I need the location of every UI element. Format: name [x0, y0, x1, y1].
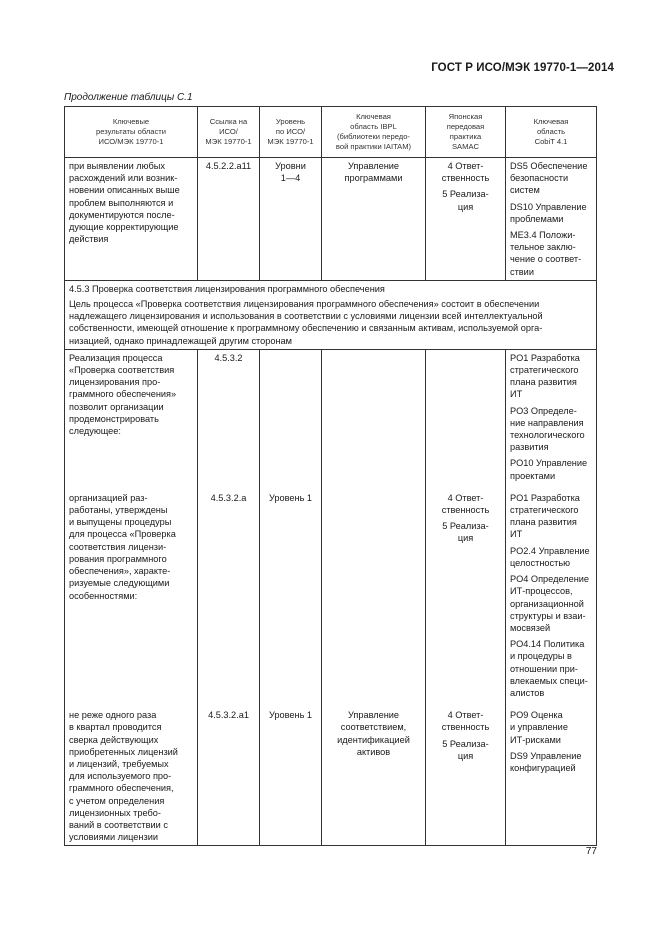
column-header-ibpl: Ключевая область IBPL (библиотеки передо- вой практики IAITAM) — [322, 107, 426, 158]
samac-item: 5 Реализа- ция — [442, 189, 489, 212]
table-row — [65, 484, 597, 701]
cell-ibpl — [322, 349, 426, 484]
column-header-level: Уровень по ИСО/ МЭК 19770-1 — [260, 107, 322, 158]
cell-level — [260, 484, 322, 701]
cell-result — [65, 701, 198, 846]
cobit-item: PO10 Управление проектами — [510, 458, 588, 481]
samac-item: 4 Ответ- ственность — [441, 492, 490, 516]
cell-samac — [426, 484, 506, 701]
comparison-table — [64, 106, 597, 846]
cell-result: при выявлении любых расхождений или возник- новении описанных выше проблем выполняются и документируются после- дующие корректирующие действия — [65, 158, 198, 281]
cell-result — [65, 484, 198, 701]
column-header-samac: Японская передовая практика SAMAC — [426, 107, 506, 158]
cell-level — [260, 349, 322, 484]
samac-item: 5 Реализа- ция — [442, 738, 489, 761]
cell-ibpl — [322, 701, 426, 846]
cobit-item: PO1 Разработка стратегического плана развития ИТ — [510, 352, 580, 400]
cell-result: Реализация процесса «Проверка соответствия лицензирования про- граммного обеспечения» позволит организации продемонстрировать следующее: — [65, 349, 198, 484]
cobit-item: PO1 Разработка стратегического плана развития ИТ — [510, 492, 580, 540]
cobit-item: ME3.4 Положи- тельное заклю- чение о соответ- ствии — [510, 230, 582, 277]
cobit-item: PO3 Определе- ние направления технологического развития — [510, 405, 585, 453]
section-row — [65, 280, 597, 349]
cobit-item: PO2.4 Управление целостностью — [510, 545, 590, 568]
cobit-item: DS5 Обеспечение безопасности систем — [510, 161, 588, 196]
cobit-item: DS9 Управление конфигурацией — [510, 750, 582, 773]
cell-reference — [198, 484, 260, 701]
samac-item: 5 Реализа- ция — [442, 521, 489, 544]
section-description: Цель процесса «Проверка соответствия лицензирования программного обеспечения» состоит в обеспечении надлежащего лицензирования и использования в соответствии с условиями лицензии всей интеллектуальной собственности, имеющей отношение к программному обеспечению и связанным активам, используемой орга- низацией, однако принадлежащей другим сторонам — [69, 299, 543, 346]
column-header-reference: Ссылка на ИСО/ МЭК 19770-1 — [198, 107, 260, 158]
reference-text: 4.5.3.2.a — [210, 492, 247, 503]
cell-samac — [426, 349, 506, 484]
section-title: 4.5.3 Проверка соответствия лицензирования программного обеспечения — [69, 283, 385, 294]
cell-reference: 4.5.2.2.a11 — [198, 158, 260, 281]
cell-samac — [426, 701, 506, 846]
column-header-results: Ключевые результаты области ИСО/МЭК 19770-1 — [65, 107, 198, 158]
cell-level: Уровни 1—4 — [260, 158, 322, 281]
document-standard-header: ГОСТ Р ИСО/МЭК 19770-1—2014 — [431, 62, 614, 74]
cobit-item: PO4.14 Политика и процедуры в отношении при- влекаемых специ- алистов — [510, 639, 588, 698]
cell-cobit — [506, 484, 597, 701]
column-header-cobit: Ключевая область CobiT 4.1 — [506, 107, 597, 158]
cell-reference: 4.5.3.2 — [198, 349, 260, 484]
result-text: организацией раз- работаны, утверждены и выпущены процедуры для процесса «Проверка соответствия лицензи- рования программного обеспечения», характе- ризуемые следующими особенностями: — [69, 492, 176, 601]
cell-ibpl — [322, 484, 426, 701]
table-caption: Продолжение таблицы С.1 — [64, 92, 193, 103]
result-text: не реже одного раза в квартал проводится сверка действующих приобретенных лицензий и лицензий, требуемых для используемого про- граммного обеспечения, с учетом определения лицензионных требо- ваний в соответствии с условиями лицензии — [69, 710, 178, 843]
cell-cobit — [506, 701, 597, 846]
level-text: Уровень 1 — [268, 492, 313, 503]
cobit-item: DS10 Управление проблемами — [510, 201, 587, 224]
cell-cobit — [506, 349, 597, 484]
page-number: 77 — [585, 846, 597, 857]
cobit-item: PO4 Определение ИТ-процессов, организационной структуры и взаи- мосвязей — [510, 574, 590, 633]
reference-text: 4.5.3.2.a1 — [208, 710, 249, 721]
samac-item: 4 Ответ- ственность — [441, 710, 490, 733]
table-row — [65, 349, 597, 484]
cell-level — [260, 701, 322, 846]
cell-reference — [198, 701, 260, 846]
table-header-row — [65, 107, 597, 158]
table-row — [65, 701, 597, 846]
cell-cobit — [506, 158, 597, 281]
ibpl-text: Управление соответствием, идентификацией активов — [337, 710, 410, 757]
cell-ibpl: Управление программами — [322, 158, 426, 281]
section-cell — [65, 280, 597, 349]
cell-samac — [426, 158, 506, 281]
level-text: Уровень 1 — [268, 710, 313, 721]
samac-item: 4 Ответ- ственность — [441, 161, 490, 184]
table-row — [65, 158, 597, 281]
cobit-item: PO9 Оценка и управление ИТ-рисками — [510, 710, 568, 745]
